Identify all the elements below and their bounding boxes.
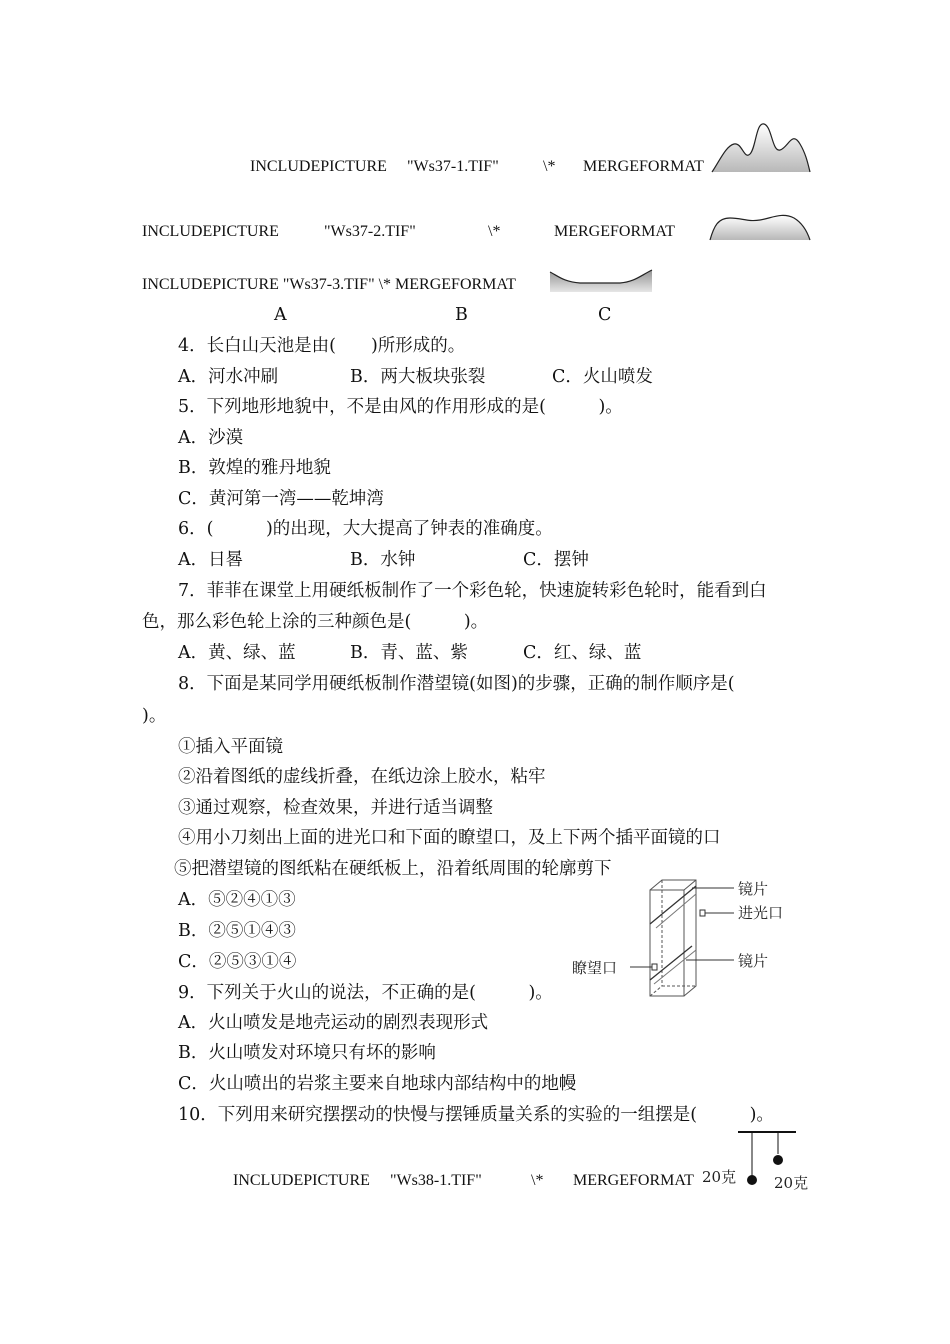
field-keyword: INCLUDEPICTURE bbox=[250, 158, 387, 175]
field-filename: "Ws37-2.TIF" bbox=[324, 223, 416, 240]
option-c[interactable]: C．红、绿、蓝 bbox=[523, 643, 642, 663]
question-4-options bbox=[0, 366, 950, 388]
mass-label: 20克 bbox=[774, 1174, 809, 1192]
landform-image-b bbox=[708, 208, 812, 242]
field-keyword: INCLUDEPICTURE bbox=[142, 223, 279, 240]
question-7-stem-line-2: 色，那么彩色轮上涂的三种颜色是( )。 bbox=[142, 612, 489, 632]
field-switch: \* bbox=[543, 158, 556, 175]
question-8-step-3: ③通过观察，检查效果，并进行适当调整 bbox=[178, 798, 493, 818]
question-8-step-1: ①插入平面镜 bbox=[178, 737, 283, 757]
field-switch: \* bbox=[488, 223, 501, 240]
option-c[interactable]: C．火山喷出的岩浆主要来自地球内部结构中的地幔 bbox=[178, 1074, 577, 1094]
option-a[interactable]: A．火山喷发是地壳运动的剧烈表现形式 bbox=[178, 1013, 489, 1033]
question-6-options bbox=[0, 549, 950, 571]
question-9-stem: 9．下列关于火山的说法，不正确的是( )。 bbox=[178, 983, 553, 1003]
label-mirror-bottom: 镜片 bbox=[738, 952, 769, 970]
option-a[interactable]: A．黄、绿、蓝 bbox=[178, 643, 296, 663]
pendulum-bob bbox=[747, 1175, 757, 1185]
option-b[interactable]: B．青、蓝、紫 bbox=[350, 643, 468, 663]
field-text: INCLUDEPICTURE "Ws37-3.TIF" \* MERGEFORMAT bbox=[142, 276, 516, 293]
field-format: MERGEFORMAT bbox=[554, 223, 675, 240]
question-8-step-2: ②沿着图纸的虚线折叠，在纸边涂上胶水，粘牢 bbox=[178, 767, 546, 787]
option-c[interactable]: C．火山喷发 bbox=[552, 367, 653, 387]
pendulum-bob bbox=[773, 1155, 783, 1165]
periscope-diagram bbox=[568, 876, 838, 1006]
field-code-line-3 bbox=[0, 274, 950, 296]
option-b[interactable]: B．②⑤①④③ bbox=[178, 921, 296, 941]
question-8-stem-line-1: 8．下面是某同学用硬纸板制作潜望镜(如图)的步骤，正确的制作顺序是( bbox=[178, 674, 735, 694]
image-label-a: A bbox=[274, 305, 287, 325]
option-a[interactable]: A．⑤②④①③ bbox=[178, 890, 296, 910]
question-5-stem: 5．下列地形地貌中，不是由风的作用形成的是( )。 bbox=[178, 397, 623, 417]
option-b[interactable]: B．火山喷发对环境只有坏的影响 bbox=[178, 1043, 436, 1063]
image-label-b: B bbox=[455, 305, 468, 325]
landform-image-a bbox=[710, 120, 812, 180]
option-c[interactable]: C．黄河第一湾——乾坤湾 bbox=[178, 489, 384, 509]
field-keyword: INCLUDEPICTURE bbox=[233, 1172, 370, 1189]
image-label-c: C bbox=[598, 305, 612, 325]
question-8-step-4: ④用小刀刻出上面的进光口和下面的瞭望口，及上下两个插平面镜的口 bbox=[178, 828, 721, 848]
option-c[interactable]: C．②⑤③①④ bbox=[178, 952, 297, 972]
question-7-stem-line-1: 7．菲菲在课堂上用硬纸板制作了一个彩色轮，快速旋转彩色轮时，能看到白 bbox=[178, 581, 767, 601]
option-a[interactable]: A．日晷 bbox=[178, 550, 244, 570]
option-a[interactable]: A．沙漠 bbox=[178, 428, 244, 448]
field-switch: \* bbox=[531, 1172, 544, 1189]
option-b[interactable]: B．敦煌的雅丹地貌 bbox=[178, 458, 331, 478]
question-6-stem: 6．( )的出现，大大提高了钟表的准确度。 bbox=[178, 519, 553, 539]
field-filename: "Ws37-1.TIF" bbox=[407, 158, 499, 175]
option-b[interactable]: B．两大板块张裂 bbox=[350, 367, 486, 387]
question-8-stem-line-2: )。 bbox=[142, 706, 167, 726]
field-format: MERGEFORMAT bbox=[583, 158, 704, 175]
label-light-in: 进光口 bbox=[738, 904, 784, 922]
option-c[interactable]: C．摆钟 bbox=[523, 550, 589, 570]
mass-label: 20克 bbox=[702, 1168, 737, 1186]
option-a[interactable]: A．河水冲刷 bbox=[178, 367, 279, 387]
option-b[interactable]: B．水钟 bbox=[350, 550, 416, 570]
question-7-options bbox=[0, 642, 950, 664]
question-4-stem: 4．长白山天池是由( )所形成的。 bbox=[178, 336, 466, 356]
field-format: MERGEFORMAT bbox=[573, 1172, 694, 1189]
question-10-stem: 10．下列用来研究摆摆动的快慢与摆锤质量关系的实验的一组摆是( )。 bbox=[178, 1105, 774, 1125]
pendulum-diagram bbox=[696, 1128, 836, 1198]
field-filename: "Ws38-1.TIF" bbox=[390, 1172, 482, 1189]
question-8-step-5: ⑤把潜望镜的图纸粘在硬纸板上，沿着纸周围的轮廓剪下 bbox=[174, 859, 612, 879]
label-mirror-top: 镜片 bbox=[738, 880, 769, 898]
landform-image-c bbox=[550, 268, 652, 292]
label-lookout: 瞭望口 bbox=[572, 959, 618, 977]
